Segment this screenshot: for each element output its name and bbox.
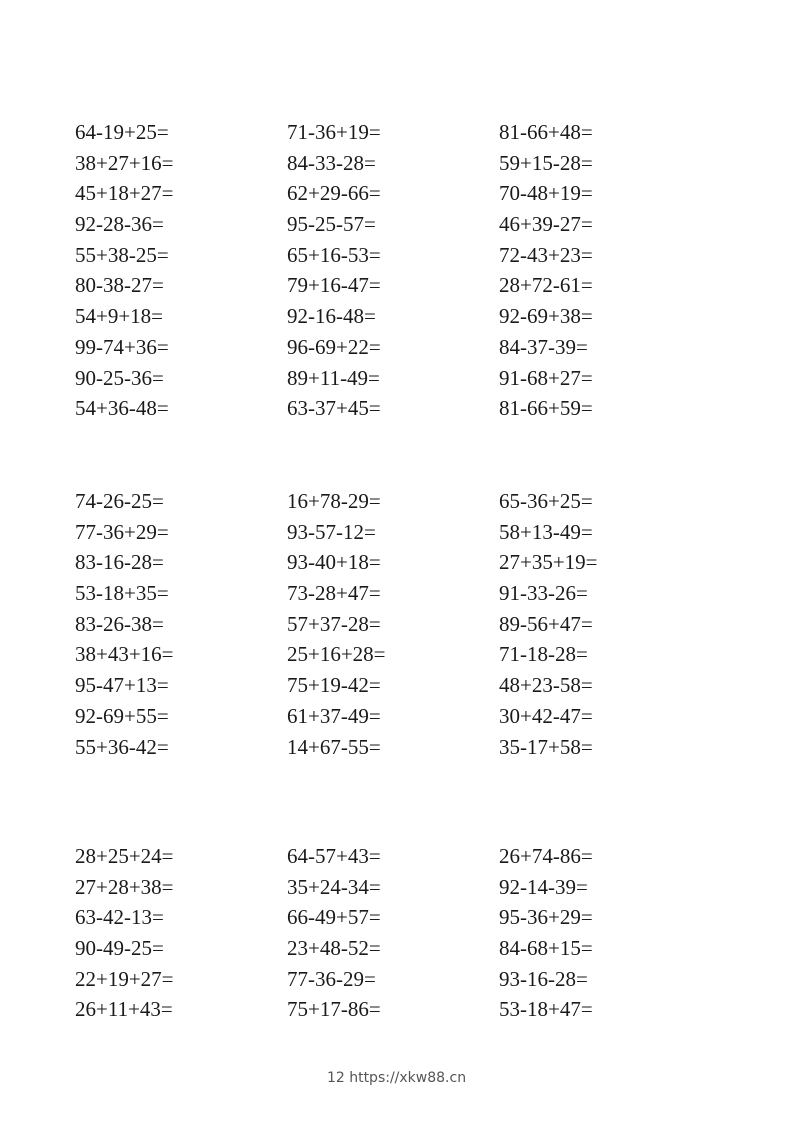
math-problem: 65-36+25=: [499, 489, 593, 513]
math-problem: 81-66+59=: [499, 396, 593, 421]
math-problem: 92-69+38=: [499, 304, 593, 329]
math-problem: 92-28-36=: [75, 212, 164, 237]
math-problem: 35+24-34=: [287, 874, 381, 899]
math-problem: 92-14-39=: [499, 874, 588, 899]
math-problem: 63-42-13=: [75, 905, 164, 930]
math-problem: 55+38-25=: [75, 242, 169, 267]
math-problem: 16+78-29=: [287, 489, 381, 513]
math-problem: 28+25+24=: [75, 844, 174, 868]
problem-column-3: [499, 486, 711, 762]
math-problem: 57+37-28=: [287, 611, 381, 636]
math-problem: 93-40+18=: [287, 550, 381, 575]
math-problem: 53-18+47=: [499, 997, 593, 1022]
math-problem: 26+74-86=: [499, 844, 593, 868]
problem-column-1: [75, 117, 287, 424]
problem-column-1: [75, 841, 287, 1025]
math-problem: 90-25-36=: [75, 365, 164, 390]
math-problem: 64-57+43=: [287, 844, 381, 868]
math-problem: 14+67-55=: [287, 734, 381, 759]
math-problem: 89+11-49=: [287, 365, 380, 390]
math-problem: 93-16-28=: [499, 966, 588, 991]
math-problem: 55+36-42=: [75, 734, 169, 759]
math-problem: 45+18+27=: [75, 181, 174, 206]
math-problem: 83-16-28=: [75, 550, 164, 575]
math-problem: 80-38-27=: [75, 273, 164, 298]
problem-column-2: [287, 117, 499, 424]
math-problem: 91-68+27=: [499, 365, 593, 390]
problem-block-1: [75, 117, 711, 424]
page-footer: 12 https://xkw88.cn: [326, 1070, 467, 1086]
math-problem: 95-36+29=: [499, 905, 593, 930]
math-problem: 71-36+19=: [287, 120, 381, 144]
math-problem: 65+16-53=: [287, 242, 381, 267]
problem-block-2: [75, 486, 711, 762]
math-problem: 23+48-52=: [287, 936, 381, 961]
math-problem: 75+19-42=: [287, 673, 381, 698]
problem-block-3: [75, 841, 711, 1025]
math-problem: 54+36-48=: [75, 396, 169, 421]
math-problem: 71-18-28=: [499, 642, 588, 667]
math-problem: 72-43+23=: [499, 242, 593, 267]
math-problem: 90-49-25=: [75, 936, 164, 961]
problem-column-2: [287, 841, 499, 1025]
math-problem: 46+39-27=: [499, 212, 593, 237]
math-problem: 95-25-57=: [287, 212, 376, 237]
math-problem: 61+37-49=: [287, 703, 381, 728]
problem-column-2: [287, 486, 499, 762]
math-problem: 84-33-28=: [287, 150, 376, 175]
math-problem: 84-37-39=: [499, 334, 588, 359]
problem-column-3: [499, 117, 711, 424]
math-problem: 84-68+15=: [499, 936, 593, 961]
math-problem: 92-69+55=: [75, 703, 169, 728]
math-problem: 64-19+25=: [75, 120, 169, 144]
math-problem: 83-26-38=: [75, 611, 164, 636]
math-problem: 92-16-48=: [287, 304, 376, 329]
math-problem: 25+16+28=: [287, 642, 386, 667]
math-problem: 89-56+47=: [499, 611, 593, 636]
math-problem: 35-17+58=: [499, 734, 593, 759]
math-problem: 48+23-58=: [499, 673, 593, 698]
math-problem: 28+72-61=: [499, 273, 593, 298]
math-problem: 96-69+22=: [287, 334, 381, 359]
math-problem: 58+13-49=: [499, 519, 593, 544]
math-problem: 73-28+47=: [287, 581, 381, 606]
math-problem: 30+42-47=: [499, 703, 593, 728]
math-problem: 54+9+18=: [75, 304, 164, 329]
math-problem: 75+17-86=: [287, 997, 381, 1022]
math-problem: 79+16-47=: [287, 273, 381, 298]
problem-column-3: [499, 841, 711, 1025]
math-problem: 59+15-28=: [499, 150, 593, 175]
math-problem: 81-66+48=: [499, 120, 593, 144]
math-problem: 95-47+13=: [75, 673, 169, 698]
math-problem: 91-33-26=: [499, 581, 588, 606]
math-problem: 77-36-29=: [287, 966, 376, 991]
math-problem: 27+28+38=: [75, 874, 174, 899]
math-problem: 77-36+29=: [75, 519, 169, 544]
math-problem: 66-49+57=: [287, 905, 381, 930]
problem-column-1: [75, 486, 287, 762]
math-problem: 53-18+35=: [75, 581, 169, 606]
math-problem: 74-26-25=: [75, 489, 164, 513]
math-problem: 63-37+45=: [287, 396, 381, 421]
math-problem: 38+27+16=: [75, 150, 174, 175]
math-problem: 22+19+27=: [75, 966, 174, 991]
math-problem: 26+11+43=: [75, 997, 173, 1022]
math-problem: 99-74+36=: [75, 334, 169, 359]
math-problem: 62+29-66=: [287, 181, 381, 206]
math-problem: 38+43+16=: [75, 642, 174, 667]
math-problem: 27+35+19=: [499, 550, 598, 575]
math-problem: 70-48+19=: [499, 181, 593, 206]
math-problem: 93-57-12=: [287, 519, 376, 544]
